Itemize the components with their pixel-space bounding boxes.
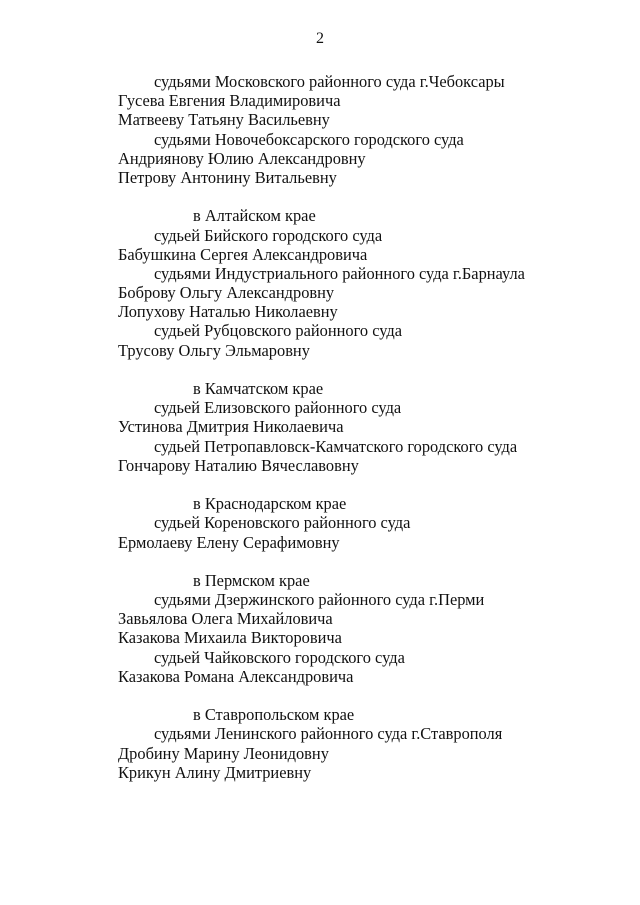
court-line: судьей Бийского городского суда (154, 225, 383, 245)
court-line: судьей Елизовского районного суда (154, 398, 402, 418)
judge-name-line: Матвееву Татьяну Васильевну (118, 110, 330, 130)
court-line: судьей Рубцовского районного суда (154, 321, 403, 341)
court-line: судьей Чайковского городского суда (154, 647, 405, 667)
paragraph-spacer (0, 360, 640, 379)
judge-name-line: Крикун Алину Дмитриевну (118, 762, 312, 782)
region-heading: в Камчатском крае (193, 379, 324, 398)
judge-name-line: Дробину Марину Леонидовну (118, 743, 329, 763)
paragraph-spacer (0, 475, 640, 494)
court-line: судьями Ленинского районного суда г.Ставрополя (154, 724, 503, 744)
region-heading: в Ставропольском крае (193, 705, 355, 725)
page-number: 2 (316, 30, 324, 47)
judge-name-line: Андриянову Юлию Александровну (118, 148, 366, 168)
judge-name-line: Казакова Романа Александровича (118, 666, 354, 686)
paragraph-spacer (0, 686, 640, 705)
court-line: судьей Кореновского районного суда (154, 513, 411, 533)
region-heading: в Пермском крае (193, 570, 310, 590)
court-line: судьями Новочебоксарского городского суда (154, 129, 464, 149)
court-line: судьями Индустриального районного суда г.Барнаула (154, 263, 525, 283)
court-line: судьями Московского районного суда г.Чебоксары (154, 72, 505, 91)
region-heading: в Краснодарском крае (193, 494, 347, 514)
paragraph-spacer (0, 187, 640, 206)
judge-name-line: Лопухову Наталью Николаевну (118, 302, 338, 322)
judge-name-line: Боброву Ольгу Александровну (118, 283, 335, 303)
region-heading: в Алтайском крае (193, 206, 316, 226)
judge-name-line: Завьялова Олега Михайловича (118, 609, 333, 629)
judge-name-line: Устинова Дмитрия Николаевича (118, 417, 344, 437)
judge-name-line: Бабушкина Сергея Александровича (118, 244, 368, 264)
court-line: судьями Дзержинского районного суда г.Перми (154, 590, 485, 610)
judge-name-line: Ермолаеву Елену Серафимовну (118, 532, 340, 552)
judge-name-line: Гончарову Наталию Вячеславовну (118, 455, 359, 475)
judge-name-line: Гусева Евгения Владимировича (118, 91, 341, 111)
court-line: судьей Петропавловск-Камчатского городского суда (154, 436, 518, 456)
document-body (0, 72, 640, 782)
judge-name-line: Казакова Михаила Викторовича (118, 628, 342, 648)
paragraph-spacer (0, 552, 640, 571)
judge-name-line: Петрову Антонину Витальевну (118, 167, 337, 187)
judge-name-line: Трусову Ольгу Эльмаровну (118, 340, 310, 360)
